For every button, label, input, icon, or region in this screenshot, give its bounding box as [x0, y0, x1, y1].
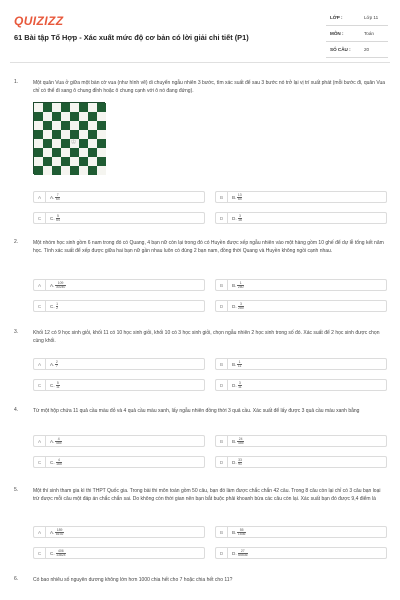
- option-label: D.: [232, 216, 237, 221]
- option-letter: C: [34, 548, 46, 559]
- option-fraction: [238, 382, 243, 390]
- chessboard-square: [70, 121, 79, 130]
- option-b[interactable]: [215, 435, 387, 447]
- option-label: C.: [50, 383, 55, 388]
- option-letter: C: [34, 380, 46, 391]
- chessboard-square: [61, 112, 70, 121]
- question-text: Từ một hộp chứa 11 quả cầu màu đỏ và 4 quả cầu màu xanh, lấy ngẫu nhiên đồng thời 3 quả cầu. Xác suất để lấy được 3 quả cầu màu xanh bằng: [33, 408, 360, 414]
- fraction-denominator: 280: [238, 306, 244, 311]
- option-letter: D: [216, 548, 228, 559]
- question-text: Khối 12 có 9 học sinh giỏi, khối 11 có 10 học sinh giỏi, khối 10 có 3 học sinh giỏi, chọn ngẫu nhiên 2 học sinh trong số đó. Xác suất để 2 học sinh được chọn cùng khối.: [33, 330, 380, 344]
- chessboard-square: [79, 121, 88, 130]
- fraction-denominator: 64: [55, 197, 60, 202]
- chessboard-square: [52, 166, 61, 175]
- fraction-denominator: 8192: [55, 532, 64, 537]
- option-b[interactable]: [215, 191, 387, 203]
- fraction-numerator: 13: [237, 192, 242, 197]
- chessboard-square: [97, 148, 106, 157]
- chessboard-square: [52, 130, 61, 139]
- fraction-numerator: 3: [238, 303, 245, 308]
- option-letter: B: [216, 527, 228, 538]
- fraction-denominator: 64: [237, 197, 242, 202]
- option-letter: A: [34, 436, 46, 447]
- chessboard-square: [70, 166, 79, 175]
- option-fraction: [56, 382, 61, 390]
- fraction-denominator: 91: [238, 462, 242, 467]
- option-label: A.: [50, 283, 55, 288]
- chessboard-square: [43, 130, 52, 139]
- option-letter: B: [216, 192, 228, 203]
- option-label: B.: [232, 362, 237, 367]
- fraction-numerator: 7: [56, 192, 59, 197]
- chessboard-square: [70, 112, 79, 121]
- option-fraction: [55, 282, 65, 290]
- option-fraction: [55, 438, 62, 446]
- meta-row-grade: [326, 13, 388, 26]
- fraction-denominator: 2: [56, 306, 58, 311]
- chessboard-square: [79, 166, 88, 175]
- chessboard-square: [61, 148, 70, 157]
- chessboard-square: [43, 121, 52, 130]
- option-label: A.: [50, 439, 55, 444]
- option-label: A.: [50, 195, 55, 200]
- option-d[interactable]: [215, 547, 387, 559]
- fraction-numerator: 4: [56, 459, 63, 464]
- option-c[interactable]: [33, 212, 205, 224]
- chessboard-square: [52, 157, 61, 166]
- chessboard-square: [88, 103, 97, 112]
- option-label: B.: [232, 195, 237, 200]
- fraction-numerator: 24: [238, 436, 243, 441]
- chessboard-square: [97, 130, 106, 139]
- chessboard-square: [34, 157, 43, 166]
- chessboard-square: [97, 166, 106, 175]
- chessboard-square: [43, 148, 52, 157]
- fraction-denominator: 455: [237, 441, 244, 446]
- fraction-numerator: 2: [55, 359, 58, 364]
- header-divider: [10, 62, 390, 63]
- option-letter: C: [34, 301, 46, 312]
- fraction-numerator: 55: [237, 529, 246, 534]
- option-fraction: [238, 215, 243, 223]
- option-letter: D: [216, 380, 228, 391]
- document-meta: [326, 13, 388, 61]
- chessboard-square: [88, 121, 97, 130]
- meta-label: MÔN :: [330, 31, 344, 36]
- meta-label: LỚP :: [330, 15, 343, 20]
- chessboard-square: [88, 166, 97, 175]
- chessboard-square: [97, 112, 106, 121]
- question-number: 1.: [14, 79, 19, 85]
- chessboard-square: [88, 130, 97, 139]
- option-c[interactable]: [33, 300, 205, 312]
- fraction-denominator: 280: [237, 285, 244, 290]
- option-label: D.: [232, 460, 237, 465]
- fraction-denominator: 65536: [238, 553, 248, 558]
- option-fraction: [56, 303, 59, 311]
- chessboard-square: [52, 103, 61, 112]
- option-label: A.: [50, 362, 55, 367]
- chessboard-square: [43, 166, 52, 175]
- chessboard-square: [43, 103, 52, 112]
- option-a[interactable]: [33, 435, 205, 447]
- chessboard-square: [43, 139, 52, 148]
- option-fraction: [55, 529, 64, 537]
- meta-value: Lớp 11: [364, 15, 379, 20]
- option-fraction: [56, 550, 66, 558]
- fraction-numerator: 109: [55, 282, 65, 287]
- option-letter: D: [216, 213, 228, 224]
- option-fraction: [237, 529, 246, 537]
- fraction-denominator: 1536: [237, 532, 246, 537]
- question-number: 6.: [14, 576, 19, 582]
- option-fraction: [237, 361, 242, 369]
- chessboard-square: [52, 148, 61, 157]
- meta-row-count: [326, 45, 388, 58]
- chessboard-square: [88, 112, 97, 121]
- option-label: D.: [232, 551, 237, 556]
- option-letter: A: [34, 527, 46, 538]
- document-header: [0, 0, 400, 62]
- fraction-numerator: 1: [237, 282, 244, 287]
- option-a[interactable]: [33, 279, 205, 291]
- option-label: C.: [50, 551, 55, 556]
- quizizz-logo: QUIZIZZ: [14, 14, 64, 28]
- fraction-numerator: 189: [56, 527, 63, 532]
- fraction-numerator: 406: [56, 550, 66, 555]
- king-piece-icon: ♔: [70, 139, 77, 146]
- fraction-denominator: 11: [56, 385, 60, 390]
- meta-label: SỐ CÂU :: [330, 47, 351, 52]
- option-label: C.: [50, 216, 55, 221]
- option-fraction: [238, 459, 243, 467]
- fraction-numerator: 5: [56, 380, 59, 385]
- option-b[interactable]: [215, 279, 387, 291]
- fraction-denominator: 455: [55, 441, 62, 446]
- question-text: Một nhóm học sinh gồm 6 nam trong đó có Quang, 4 bạn nữ còn lại trong đó có Huyền được xếp ngẫu nhiên vào một hàng gồm 10 ghế để dự lễ tổng kết năm học. Tính xác suất để xếp được giữa hai bạn nữ gần nhau luôn có đúng 2 bạn nam, đồng thời Quang và Huyền không ngồi cạnh nhau.: [33, 240, 384, 254]
- question-text: Một quân Vua ở giữa một bàn cờ vua (như hình vẽ) di chuyển ngẫu nhiên 3 bước, tìm xác suất để sau 3 bước nó trở lại vị trí xuất phát (mỗi bước đi, quân Vua chỉ có thể đi sang ô chung đỉnh hoặc ô chung cạnh với ô nó đang đứng).: [33, 80, 386, 94]
- option-letter: A: [34, 359, 46, 370]
- option-letter: B: [216, 280, 228, 291]
- option-label: A.: [50, 530, 55, 535]
- chessboard-square: [97, 139, 106, 148]
- option-fraction: [237, 194, 242, 202]
- option-b[interactable]: [215, 358, 387, 370]
- chessboard-square: [88, 139, 97, 148]
- chessboard-square: [34, 148, 43, 157]
- chessboard-square: [88, 148, 97, 157]
- fraction-numerator: 1: [56, 301, 58, 306]
- chessboard-square: [79, 139, 88, 148]
- chessboard-square: [34, 130, 43, 139]
- option-c[interactable]: [33, 456, 205, 468]
- chessboard-square: [79, 148, 88, 157]
- chessboard-square: [43, 112, 52, 121]
- fraction-numerator: 4: [55, 438, 62, 443]
- fraction-denominator: 11: [238, 385, 242, 390]
- option-c[interactable]: [33, 379, 205, 391]
- fraction-denominator: 30240: [55, 285, 66, 290]
- option-d[interactable]: [215, 212, 387, 224]
- option-a[interactable]: [33, 191, 205, 203]
- option-a[interactable]: [33, 358, 205, 370]
- option-b[interactable]: [215, 526, 387, 538]
- chessboard-square: [97, 121, 106, 130]
- option-letter: C: [34, 213, 46, 224]
- fraction-numerator: 1: [238, 359, 241, 364]
- chessboard-square: [34, 112, 43, 121]
- question-text: Một thí sinh tham gia kì thi THPT Quốc gia. Trong bài thi môn toán gồm 50 câu, bạn đó làm được chắc chắn 42 câu. Trong 8 câu còn lại chỉ có 3 câu bạn loại trừ được mỗi câu một đáp án chắc chắn sai. Do không còn thời gian nên bạn bắt buộc phải khoanh bừa các câu còn lại. Xác suất bạn đó được 9,4 điểm là: [33, 488, 381, 502]
- chessboard-square: [34, 166, 43, 175]
- chessboard-square: [97, 103, 106, 112]
- chessboard-square: [61, 166, 70, 175]
- fraction-numerator: 33: [238, 457, 242, 462]
- option-fraction: [237, 438, 244, 446]
- option-fraction: [238, 303, 245, 311]
- question-number: 2.: [14, 239, 19, 245]
- fraction-denominator: 7: [55, 364, 58, 369]
- chessboard-square: [34, 139, 43, 148]
- document-title: 61 Bài tập Tổ Hợp - Xác xuất mức độ cơ bản có lời giải chi tiết (P1): [14, 33, 249, 42]
- chessboard-square: [70, 103, 79, 112]
- fraction-numerator: 3: [238, 380, 241, 385]
- chessboard-square: [61, 121, 70, 130]
- option-label: B.: [232, 283, 237, 288]
- question-text: Có bao nhiêu số nguyên dương không lớn hơn 1000 chia hết cho 7 hoặc chia hết cho 11?: [33, 577, 233, 583]
- fraction-numerator: 27: [238, 550, 248, 555]
- meta-value: 20: [364, 47, 370, 52]
- option-letter: B: [216, 436, 228, 447]
- chessboard-square: [97, 157, 106, 166]
- question-number: 5.: [14, 487, 19, 493]
- option-label: C.: [50, 304, 55, 309]
- option-label: D.: [232, 383, 237, 388]
- chessboard-square: [52, 139, 61, 148]
- option-d[interactable]: [215, 300, 387, 312]
- option-d[interactable]: [215, 379, 387, 391]
- option-label: C.: [50, 460, 55, 465]
- fraction-denominator: 13824: [56, 553, 66, 558]
- chessboard-square: [52, 112, 61, 121]
- option-fraction: [56, 459, 63, 467]
- option-c[interactable]: [33, 547, 205, 559]
- fraction-denominator: 16: [238, 218, 242, 223]
- chessboard-square: [52, 121, 61, 130]
- fraction-numerator: 3: [239, 213, 241, 218]
- chessboard-square: [79, 130, 88, 139]
- meta-value: Toán: [364, 31, 374, 36]
- chessboard-square: [79, 157, 88, 166]
- question-number: 4.: [14, 407, 19, 413]
- option-d[interactable]: [215, 456, 387, 468]
- option-label: D.: [232, 304, 237, 309]
- option-fraction: [238, 550, 248, 558]
- chessboard-square: [79, 112, 88, 121]
- chessboard-square: [34, 121, 43, 130]
- option-fraction: [56, 215, 61, 223]
- question-number: 3.: [14, 329, 19, 335]
- chessboard-square: [70, 157, 79, 166]
- option-fraction: [55, 361, 58, 369]
- fraction-numerator: 5: [57, 213, 59, 218]
- chessboard-square: [70, 148, 79, 157]
- option-fraction: [237, 282, 244, 290]
- option-letter: A: [34, 280, 46, 291]
- option-letter: D: [216, 457, 228, 468]
- option-letter: A: [34, 192, 46, 203]
- chessboard-square: [79, 103, 88, 112]
- chessboard-square: [43, 157, 52, 166]
- fraction-denominator: 165: [56, 462, 62, 467]
- option-letter: B: [216, 359, 228, 370]
- fraction-denominator: 64: [56, 218, 60, 223]
- chessboard-square: [88, 157, 97, 166]
- chessboard-square: [61, 103, 70, 112]
- option-letter: C: [34, 457, 46, 468]
- option-a[interactable]: [33, 526, 205, 538]
- fraction-denominator: 11: [237, 364, 242, 369]
- option-label: B.: [232, 439, 237, 444]
- option-letter: D: [216, 301, 228, 312]
- chessboard-square: [34, 103, 43, 112]
- option-label: B.: [232, 530, 237, 535]
- option-fraction: [55, 194, 60, 202]
- chessboard-square: [61, 157, 70, 166]
- meta-row-subject: [326, 29, 388, 42]
